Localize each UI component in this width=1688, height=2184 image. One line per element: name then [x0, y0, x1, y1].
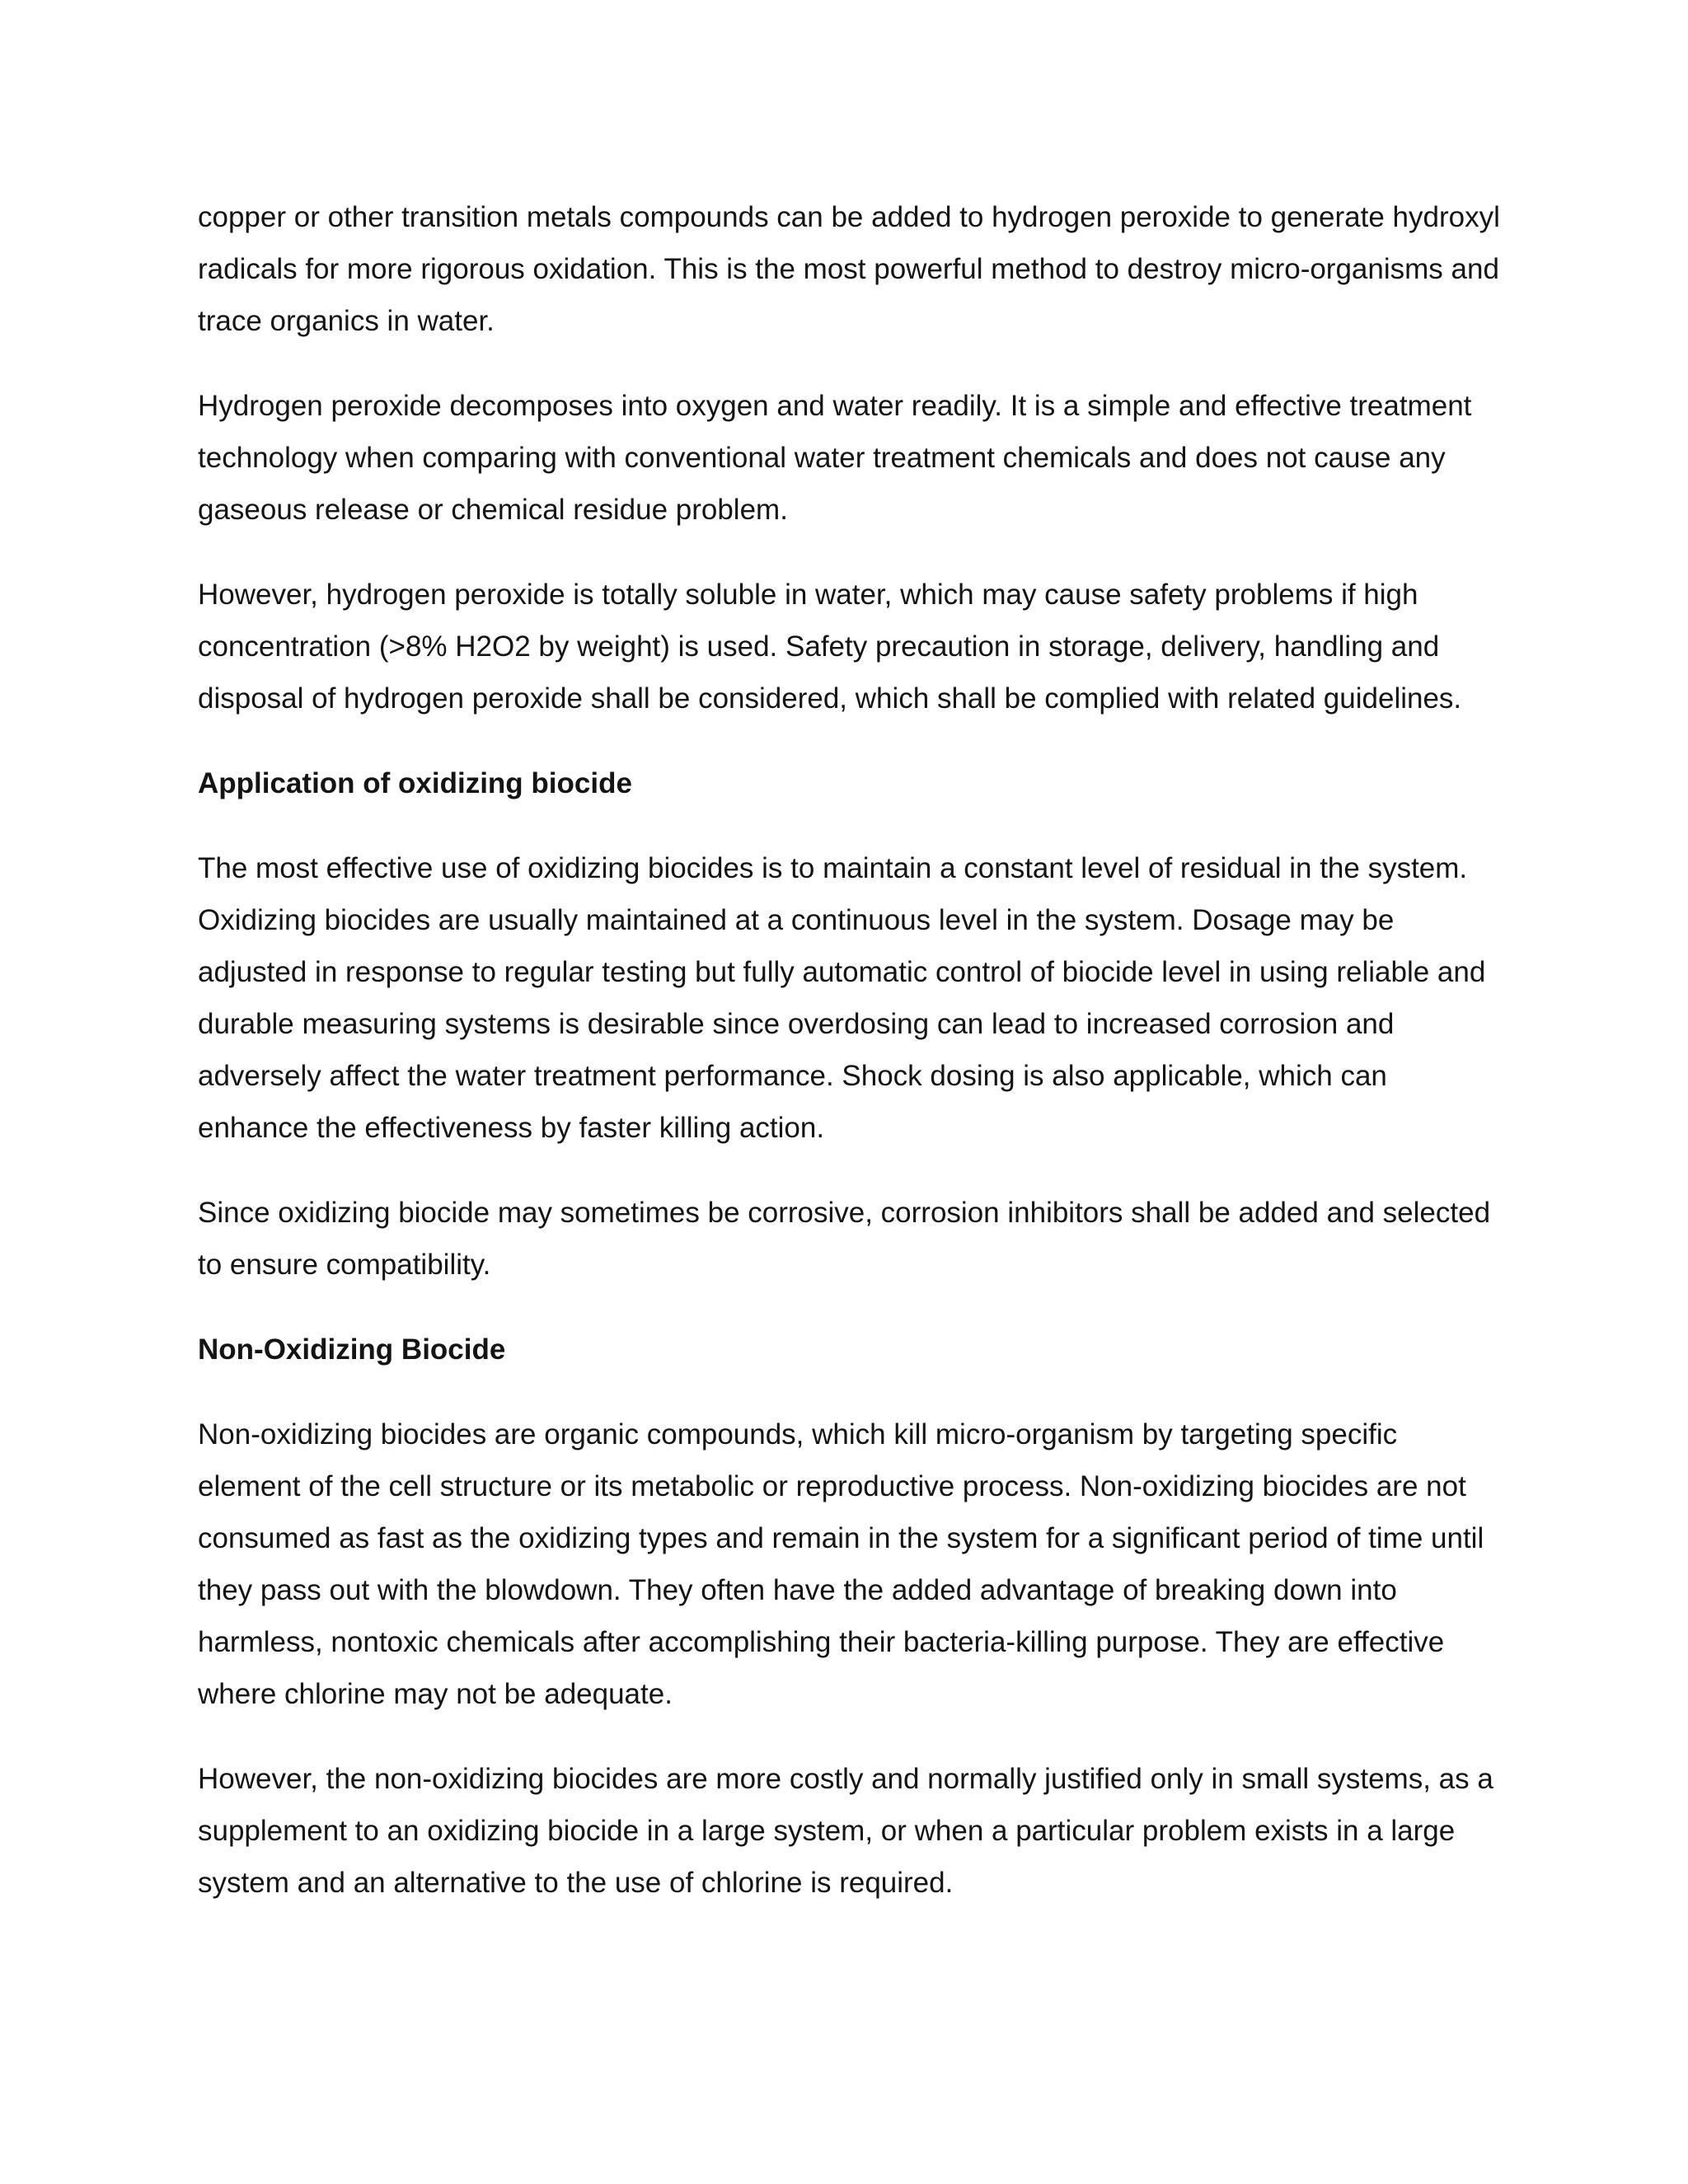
- paragraph-non-oxidizing-cost: However, the non-oxidizing biocides are more costly and normally justified only in small systems, as a supplement to an oxidizing biocide in a large system, or when a particular problem exists in a large system and an alternative to the use of chlorine is required.: [198, 1763, 1493, 1899]
- paragraph-peroxide-safety: However, hydrogen peroxide is totally soluble in water, which may cause safety problems if high concentration (>8% H2O2 by weight) is used. Safety precaution in storage, delivery, handling and disposal of hydrogen peroxide shall be considered, which shall be complied with related guidelines.: [198, 579, 1462, 715]
- paragraph-corrosion-inhibitors: Since oxidizing biocide may sometimes be corrosive, corrosion inhibitors shall be added and selected to ensure compatibility.: [198, 1197, 1491, 1281]
- paragraph-oxidizing-use: The most effective use of oxidizing biocides is to maintain a constant level of residual in the system. Oxidizing biocides are usually maintained at a continuous level in the system. Dosage may be adjusted in response to regular testing but fully automatic control of biocide level in using reliable and durable measuring systems is desirable since overdosing can lead to increased corrosion and adversely affect the water treatment performance. Shock dosing is also applicable, which can enhance the effectiveness by faster killing action.: [198, 852, 1486, 1144]
- section-heading-non-oxidizing-biocide: Non-Oxidizing Biocide: [198, 1333, 506, 1366]
- section-heading-oxidizing-biocide: Application of oxidizing biocide: [198, 767, 632, 799]
- document-page: [198, 191, 1500, 1942]
- paragraph-peroxide-decomposition: Hydrogen peroxide decomposes into oxygen and water readily. It is a simple and effective treatment technology when comparing with conventional water treatment chemicals and does not cause any gaseous release or chemical residue problem.: [198, 390, 1472, 526]
- paragraph-hydroxyl-radicals: copper or other transition metals compounds can be added to hydrogen peroxide to generate hydroxyl radicals for more rigorous oxidation. This is the most powerful method to destroy micro-organisms and trace organics in water.: [198, 201, 1500, 337]
- paragraph-non-oxidizing-description: Non-oxidizing biocides are organic compounds, which kill micro-organism by targeting specific element of the cell structure or its metabolic or reproductive process. Non-oxidizing biocides are not consumed as fast as the oxidizing types and remain in the system for a significant period of time until they pass out with the blowdown. They often have the added advantage of breaking down into harmless, nontoxic chemicals after accomplishing their bacteria-killing purpose. They are effective where chlorine may not be adequate.: [198, 1418, 1484, 1710]
